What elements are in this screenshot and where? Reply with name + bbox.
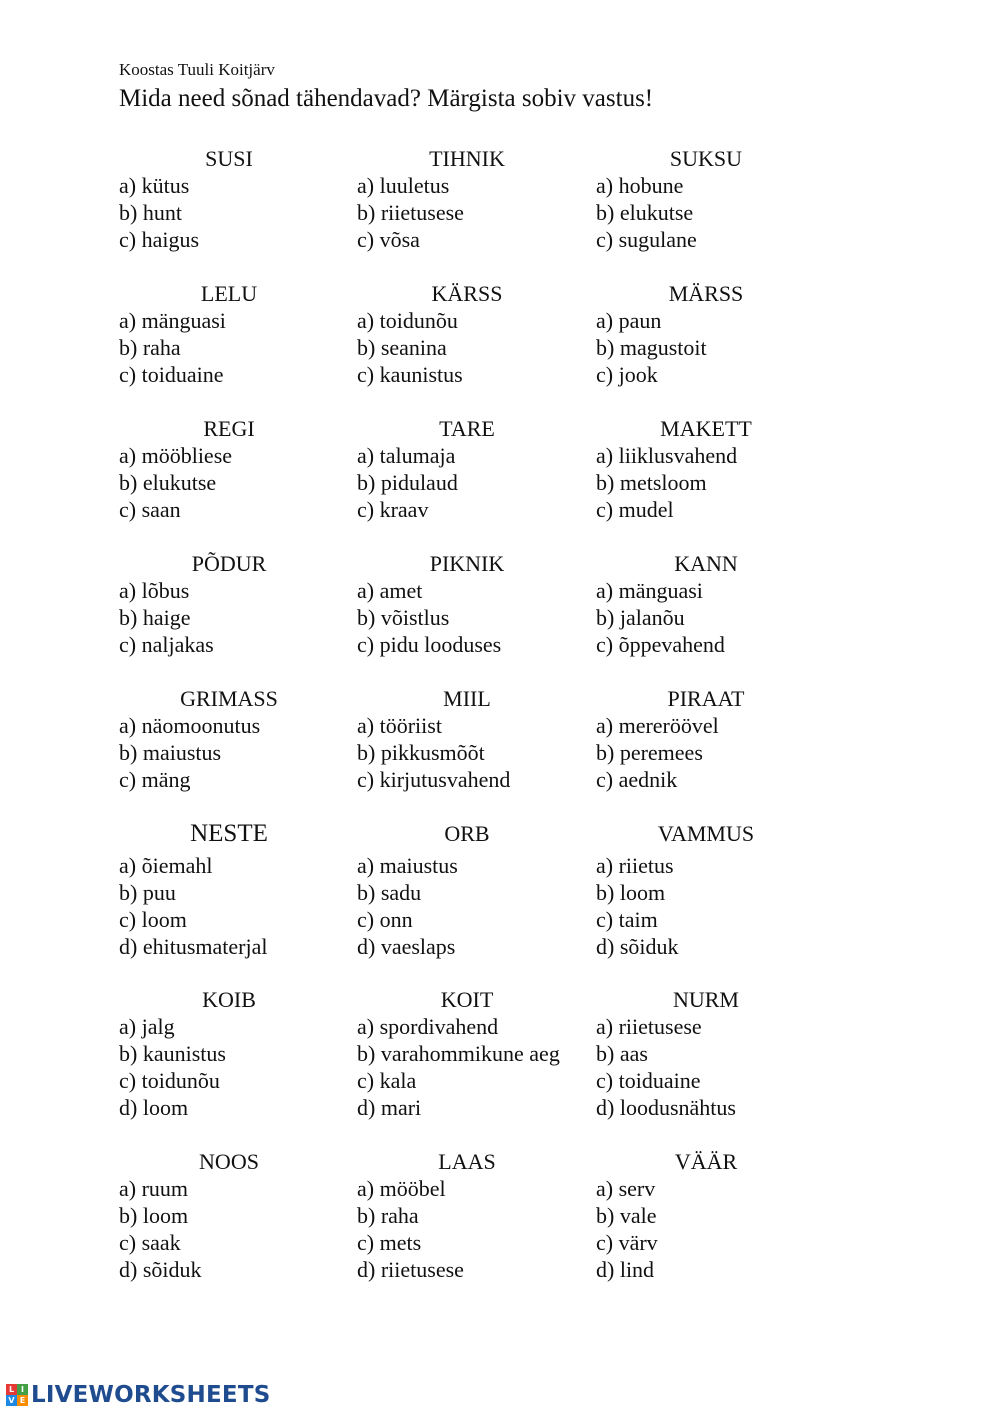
answer-option[interactable]: d) sõiduk bbox=[119, 1257, 202, 1282]
word-block bbox=[596, 986, 834, 1121]
logo-mark-tile: L bbox=[6, 1384, 17, 1395]
answer-option[interactable]: b) seanina bbox=[357, 335, 447, 360]
vocabulary-word: MIIL bbox=[443, 686, 491, 711]
answer-option[interactable]: b) magustoit bbox=[596, 335, 707, 360]
logo-mark-tile: E bbox=[17, 1395, 28, 1406]
answer-option[interactable]: c) pidu looduses bbox=[357, 632, 502, 657]
vocabulary-word: TIHNIK bbox=[429, 146, 505, 171]
answer-option[interactable]: b) loom bbox=[119, 1203, 189, 1228]
answer-option[interactable]: b) loom bbox=[596, 880, 666, 905]
vocabulary-word: KANN bbox=[674, 551, 738, 576]
answer-option[interactable]: b) peremees bbox=[596, 740, 703, 765]
word-block bbox=[119, 986, 357, 1121]
answer-option[interactable]: d) loodusnähtus bbox=[596, 1095, 736, 1120]
answer-option[interactable]: b) pidulaud bbox=[357, 470, 458, 495]
answer-option[interactable]: a) maiustus bbox=[357, 853, 458, 878]
vocabulary-word: KÄRSS bbox=[431, 281, 503, 306]
answer-option[interactable]: b) elukutse bbox=[119, 470, 217, 495]
word-block bbox=[119, 685, 357, 793]
answer-option[interactable]: c) aednik bbox=[596, 767, 678, 792]
word-block bbox=[596, 145, 834, 253]
answer-option[interactable]: a) mänguasi bbox=[119, 308, 226, 333]
answer-option[interactable]: d) mari bbox=[357, 1095, 422, 1120]
page-title: Mida need sõnad tähendavad? Märgista sobiv vastus! bbox=[119, 85, 654, 112]
vocabulary-word: LAAS bbox=[438, 1149, 496, 1174]
answer-option[interactable]: b) aas bbox=[596, 1041, 648, 1066]
answer-option[interactable]: c) naljakas bbox=[119, 632, 214, 657]
vocabulary-word: NURM bbox=[672, 987, 739, 1012]
vocabulary-word: GRIMASS bbox=[180, 686, 278, 711]
answer-option[interactable]: c) toidunõu bbox=[119, 1068, 220, 1093]
answer-option[interactable]: b) kaunistus bbox=[119, 1041, 226, 1066]
answer-option[interactable]: b) raha bbox=[357, 1203, 419, 1228]
answer-option[interactable]: d) vaeslaps bbox=[357, 934, 456, 959]
answer-option[interactable]: b) jalanõu bbox=[596, 605, 685, 630]
word-block bbox=[357, 820, 595, 960]
vocabulary-word: REGI bbox=[203, 416, 255, 441]
answer-option[interactable]: a) tööriist bbox=[357, 713, 442, 738]
answer-option[interactable]: b) varahommikune aeg bbox=[357, 1041, 560, 1066]
word-block bbox=[596, 280, 834, 388]
answer-option[interactable]: a) riietus bbox=[596, 853, 674, 878]
vocabulary-word: VAMMUS bbox=[657, 821, 755, 846]
word-block bbox=[596, 685, 834, 793]
word-block bbox=[596, 820, 834, 960]
answer-option[interactable]: b) võistlus bbox=[357, 605, 450, 630]
answer-option[interactable]: d) loom bbox=[119, 1095, 189, 1120]
word-block bbox=[596, 550, 834, 658]
word-block bbox=[357, 685, 595, 793]
answer-option[interactable]: a) spordivahend bbox=[357, 1014, 499, 1039]
answer-option[interactable]: b) raha bbox=[119, 335, 181, 360]
logo-text: LIVEWORKSHEETS bbox=[31, 1382, 271, 1408]
answer-option[interactable]: b) elukutse bbox=[596, 200, 694, 225]
answer-option[interactable]: b) maiustus bbox=[119, 740, 222, 765]
answer-option[interactable]: a) toidunõu bbox=[357, 308, 458, 333]
answer-option[interactable]: c) jook bbox=[596, 362, 658, 387]
logo-mark-tile: V bbox=[6, 1395, 17, 1406]
answer-option[interactable]: c) toiduaine bbox=[596, 1068, 701, 1093]
answer-option[interactable]: a) amet bbox=[357, 578, 423, 603]
vocabulary-word: KOIT bbox=[440, 987, 494, 1012]
word-block bbox=[357, 1148, 595, 1283]
logo-mark-tile: I bbox=[17, 1384, 28, 1395]
answer-option[interactable]: d) lind bbox=[596, 1257, 655, 1282]
vocabulary-word: NESTE bbox=[190, 820, 268, 847]
answer-option[interactable]: c) mets bbox=[357, 1230, 422, 1255]
answer-option[interactable]: d) ehitusmaterjal bbox=[119, 934, 268, 959]
word-block bbox=[119, 1148, 357, 1283]
answer-option[interactable]: c) loom bbox=[119, 907, 187, 932]
vocabulary-word: PÕDUR bbox=[191, 551, 267, 576]
answer-option[interactable]: c) haigus bbox=[119, 227, 200, 252]
answer-option[interactable]: a) lõbus bbox=[119, 578, 190, 603]
answer-option[interactable]: b) haige bbox=[119, 605, 191, 630]
answer-option[interactable]: c) värv bbox=[596, 1230, 658, 1255]
word-block bbox=[357, 280, 595, 388]
word-block bbox=[357, 550, 595, 658]
answer-option[interactable]: a) ruum bbox=[119, 1176, 189, 1201]
answer-option[interactable]: c) saak bbox=[119, 1230, 181, 1255]
answer-option[interactable]: a) liiklusvahend bbox=[596, 443, 738, 468]
answer-option[interactable]: c) toiduaine bbox=[119, 362, 224, 387]
answer-option[interactable]: b) pikkusmõõt bbox=[357, 740, 485, 765]
answer-option[interactable]: d) sõiduk bbox=[596, 934, 679, 959]
word-block bbox=[119, 280, 357, 388]
liveworksheets-logo-icon bbox=[6, 1384, 28, 1406]
vocabulary-word: PIRAAT bbox=[667, 686, 745, 711]
answer-option[interactable]: a) õiemahl bbox=[119, 853, 213, 878]
vocabulary-word: NOOS bbox=[199, 1149, 259, 1174]
answer-option[interactable]: a) hobune bbox=[596, 173, 684, 198]
answer-option[interactable]: c) kirjutusvahend bbox=[357, 767, 511, 792]
vocabulary-word: LELU bbox=[200, 281, 258, 306]
answer-option[interactable]: a) jalg bbox=[119, 1014, 175, 1039]
answer-option[interactable]: a) talumaja bbox=[357, 443, 456, 468]
answer-option[interactable]: b) hunt bbox=[119, 200, 182, 225]
answer-option[interactable]: c) sugulane bbox=[596, 227, 697, 252]
answer-option[interactable]: b) vale bbox=[596, 1203, 657, 1228]
word-block bbox=[357, 415, 595, 523]
vocabulary-word: MÄRSS bbox=[668, 281, 744, 306]
vocabulary-word: SUKSU bbox=[669, 146, 743, 171]
word-block bbox=[357, 145, 595, 253]
answer-option[interactable]: a) paun bbox=[596, 308, 662, 333]
answer-option[interactable]: c) võsa bbox=[357, 227, 420, 252]
answer-option[interactable]: c) mudel bbox=[596, 497, 674, 522]
answer-option[interactable]: a) mööbel bbox=[357, 1176, 446, 1201]
answer-option[interactable]: c) kala bbox=[357, 1068, 417, 1093]
answer-option[interactable]: c) kraav bbox=[357, 497, 429, 522]
word-block bbox=[119, 415, 357, 523]
answer-option[interactable]: b) metsloom bbox=[596, 470, 707, 495]
answer-option[interactable]: a) mänguasi bbox=[596, 578, 703, 603]
vocabulary-word: SUSI bbox=[205, 146, 253, 171]
word-block bbox=[357, 986, 595, 1121]
liveworksheets-logo[interactable] bbox=[6, 1382, 270, 1408]
vocabulary-word: PIKNIK bbox=[429, 551, 505, 576]
answer-option[interactable]: c) taim bbox=[596, 907, 658, 932]
answer-option[interactable]: a) serv bbox=[596, 1176, 656, 1201]
answer-option[interactable]: c) mäng bbox=[119, 767, 191, 792]
author-line: Koostas Tuuli Koitjärv bbox=[119, 60, 275, 79]
vocabulary-word: VÄÄR bbox=[674, 1149, 738, 1174]
word-block bbox=[119, 145, 357, 253]
answer-option[interactable]: a) mööbliese bbox=[119, 443, 233, 468]
word-block bbox=[596, 415, 834, 523]
vocabulary-word: ORB bbox=[444, 821, 490, 846]
word-block bbox=[596, 1148, 834, 1283]
answer-option[interactable]: c) saan bbox=[119, 497, 181, 522]
answer-option[interactable]: c) onn bbox=[357, 907, 413, 932]
answer-option[interactable]: a) riietusese bbox=[596, 1014, 702, 1039]
answer-option[interactable]: c) kaunistus bbox=[357, 362, 463, 387]
answer-option[interactable]: d) riietusese bbox=[357, 1257, 464, 1282]
answer-option[interactable]: b) puu bbox=[119, 880, 176, 905]
vocabulary-word: TARE bbox=[439, 416, 495, 441]
answer-option[interactable]: b) sadu bbox=[357, 880, 422, 905]
word-block bbox=[119, 550, 357, 658]
vocabulary-word: KOIB bbox=[202, 987, 256, 1012]
answer-option[interactable]: b) riietusese bbox=[357, 200, 464, 225]
vocabulary-word: MAKETT bbox=[660, 416, 752, 441]
answer-option[interactable]: a) luuletus bbox=[357, 173, 450, 198]
answer-option[interactable]: a) mereröövel bbox=[596, 713, 719, 738]
answer-option[interactable]: c) õppevahend bbox=[596, 632, 725, 657]
answer-option[interactable]: a) kütus bbox=[119, 173, 190, 198]
answer-option[interactable]: a) näomoonutus bbox=[119, 713, 261, 738]
word-block bbox=[119, 820, 357, 960]
